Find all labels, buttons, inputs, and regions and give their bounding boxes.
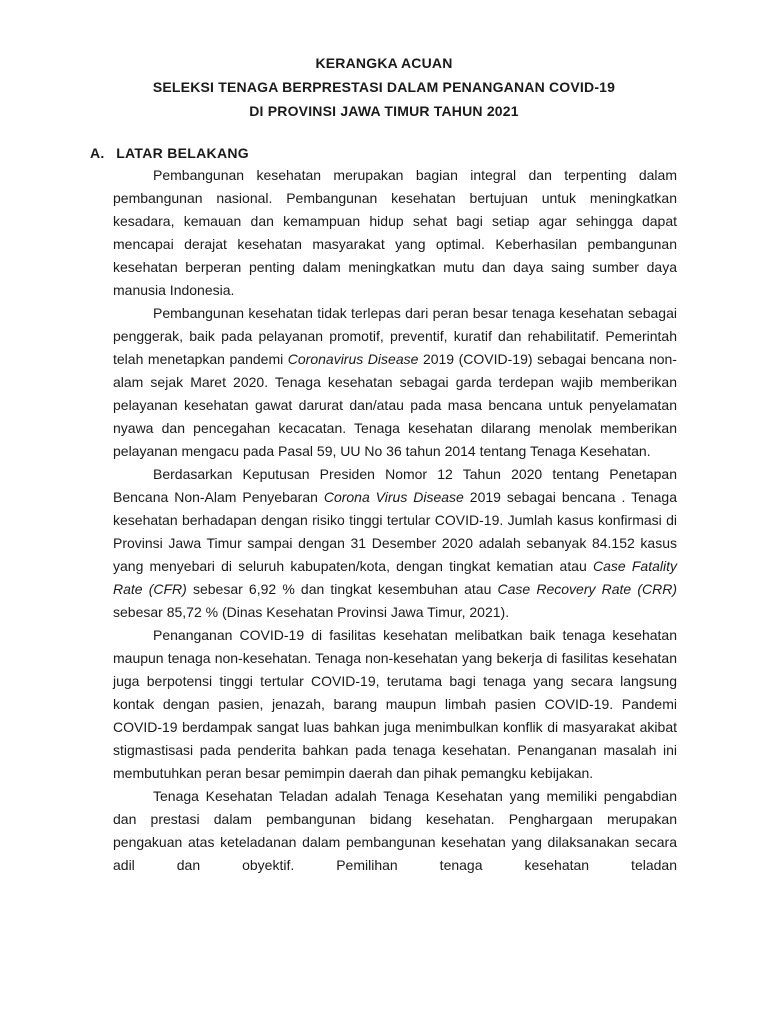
term-coronavirus-disease: Coronavirus Disease: [287, 351, 419, 367]
section-label: A.: [90, 145, 105, 161]
paragraph-3-text: sebesar 85,72 % (Dinas Kesehatan Provinsi Jawa Timur, 2021).: [113, 604, 510, 620]
section-heading: [90, 145, 249, 162]
paragraph-4: Penanganan COVID-19 di fasilitas kesehatan melibatkan baik tenaga kesehatan maupun tenaga non-kesehatan. Tenaga non-kesehatan yang bekerja di fasilitas kesehatan juga berpotensi tinggi tertular COVID-19, terutama bagi tenaga yang secara langsung kontak dengan pasien, jenazah, barang maupun limbah pasien COVID-19. Pandemi COVID-19 berdampak sangat luas bahkan juga menimbulkan konflik di masyarakat akibat stigmastisasi pada penderita bahkan pada tenaga kesehatan. Penanganan masalah ini membutuhkan peran besar pemimpin daerah dan pihak pemangku kebijakan.: [113, 627, 677, 781]
paragraph-2-text: 2019 (COVID-19) sebagai bencana non-alam sejak Maret 2020. Tenaga kesehatan sebagai garda terdepan wajib memberikan pelayanan kesehatan gawat darurat dan/atau pada masa bencana untuk penyelamatan nyawa dan pencegahan kecacatan. Tenaga kesehatan dilarang menolak memberikan pelayanan mengacu pada Pasal 59, UU No 36 tahun 2014 tentang Tenaga Kesehatan.: [113, 351, 677, 459]
paragraph-3-text: 2019 sebagai bencana . Tenaga kesehatan berhadapan dengan risiko tinggi tertular COVID-19. Jumlah kasus konfirmasi di Provinsi Jawa Timur sampai dengan 31 Desember 2020 adalah sebanyak 84.152 kasus yang menyebari di seluruh kabupaten/kota, dengan tingkat kematian atau: [113, 489, 677, 574]
document-title: KERANGKA ACUAN: [315, 55, 453, 71]
paragraph-5: Tenaga Kesehatan Teladan adalah Tenaga Kesehatan yang memiliki pengabdian dan prestasi dalam pembangunan bidang kesehatan. Penghargaan merupakan pengakuan atas keteladanan dalam pembangunan kesehatan yang dilaksanakan secara adil dan obyektif. Pemilihan tenaga kesehatan teladan: [113, 788, 677, 873]
document-subtitle-location: DI PROVINSI JAWA TIMUR TAHUN 2021: [249, 103, 519, 119]
term-case-fatality-rate: Case Fatality Rate (CFR): [113, 558, 677, 597]
term-corona-virus-disease: Corona Virus Disease: [323, 489, 464, 505]
term-case-recovery-rate: Case Recovery Rate (CRR): [497, 581, 678, 597]
document-subtitle: SELEKSI TENAGA BERPRESTASI DALAM PENANGANAN COVID-19: [152, 79, 616, 95]
paragraph-2: [113, 302, 677, 463]
paragraph-3-text: Berdasarkan Keputusan Presiden Nomor 12 Tahun 2020 tentang Penetapan Bencana Non-Alam Penyebaran: [113, 466, 677, 505]
body-text: [113, 164, 677, 877]
paragraph-2-text: Pembangunan kesehatan tidak terlepas dari peran besar tenaga kesehatan sebagai penggerak, baik pada pelayanan promotif, preventif, kuratif dan rehabilitatif. Pemerintah telah menetapkan pandemi: [113, 305, 677, 367]
section-title: LATAR BELAKANG: [116, 145, 249, 161]
paragraph-3-text: sebesar 6,92 % dan tingkat kesembuhan atau: [186, 581, 498, 597]
paragraph-1: Pembangunan kesehatan merupakan bagian integral dan terpenting dalam pembangunan nasional. Pembangunan kesehatan bertujuan untuk meningkatkan kesadara, kemauan dan kemampuan hidup sehat bagi setiap agar sehingga dapat mencapai derajat kesehatan masyarakat yang optimal. Keberhasilan pembangunan kesehatan berperan penting dalam meningkatkan mutu dan daya saing sumber daya manusia Indonesia.: [113, 167, 677, 298]
paragraph-3: [113, 463, 677, 624]
